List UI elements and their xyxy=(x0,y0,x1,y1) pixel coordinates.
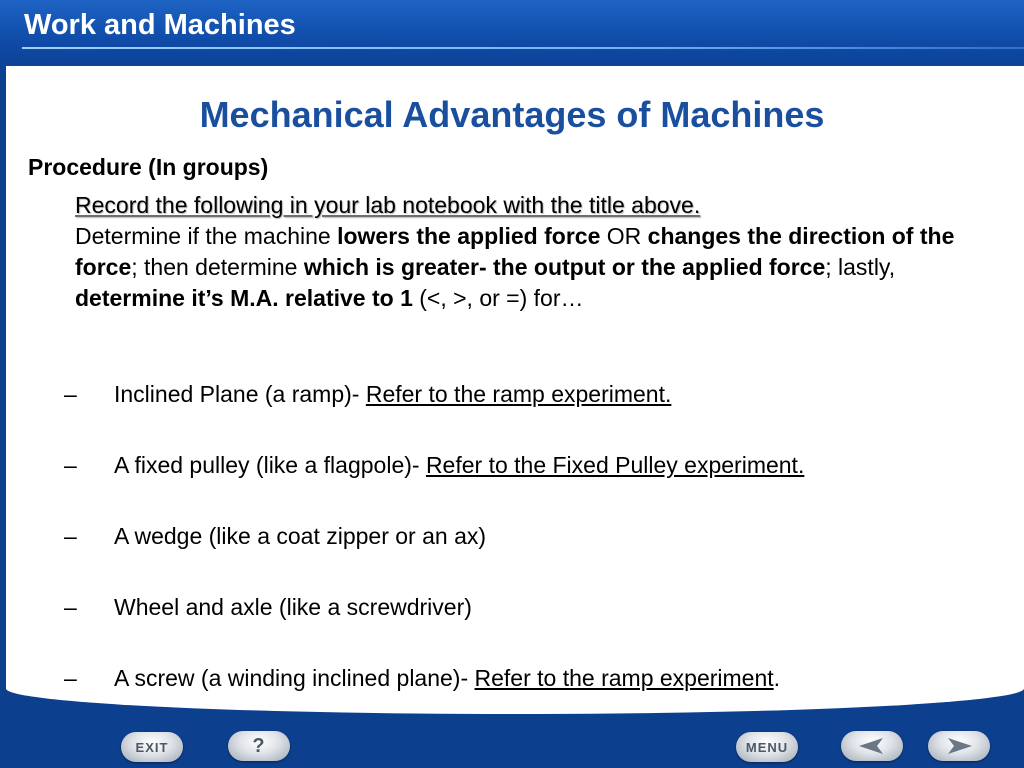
list-item-text: Inclined Plane (a ramp)- xyxy=(114,381,366,407)
intro-text-1: Determine if the machine xyxy=(75,223,338,249)
list-item-text: Wheel and axle (like a screwdriver) xyxy=(114,594,472,620)
header-divider xyxy=(22,47,1024,49)
intro-text-2: OR xyxy=(600,223,648,249)
record-instruction: Record the following in your lab notebook with the title above. xyxy=(75,192,701,218)
exit-button[interactable]: EXIT xyxy=(121,732,183,762)
intro-bold-4: determine it’s M.A. relative to 1 xyxy=(75,285,413,311)
list-item xyxy=(64,594,1004,621)
list-dash: – xyxy=(64,594,77,620)
intro-text-4: ; lastly, xyxy=(825,254,896,280)
ramp-experiment-link[interactable]: Refer to the ramp experiment xyxy=(474,665,774,691)
intro-paragraph xyxy=(75,190,995,314)
list-item xyxy=(64,452,1004,479)
list-dash: – xyxy=(64,665,77,691)
list-dash: – xyxy=(64,452,77,478)
intro-text-5: (<, >, or =) for… xyxy=(412,285,584,311)
intro-bold-3: which is greater- the output or the applied force xyxy=(303,254,826,280)
procedure-heading: Procedure (In groups) xyxy=(28,154,269,180)
list-item xyxy=(64,665,1004,692)
next-button[interactable] xyxy=(928,731,990,761)
chapter-title: Work and Machines xyxy=(24,9,296,41)
list-item-text: A screw (a winding inclined plane)- xyxy=(114,665,475,691)
left-arrow-icon xyxy=(857,737,887,755)
intro-bold-2: changes the direction of the force xyxy=(75,223,955,280)
list-dash: – xyxy=(64,381,77,407)
list-item xyxy=(64,523,1004,550)
help-button[interactable]: ? xyxy=(228,731,290,761)
ramp-experiment-link[interactable]: Refer to the ramp experiment. xyxy=(365,381,672,407)
intro-bold-1: lowers the applied force xyxy=(337,223,601,249)
previous-button[interactable] xyxy=(841,731,903,761)
intro-text-3: ; then determine xyxy=(131,254,304,280)
list-dash: – xyxy=(64,523,77,549)
list-item xyxy=(64,381,1004,408)
list-item-text: A fixed pulley (like a flagpole)- xyxy=(114,452,426,478)
list-item-text: A wedge (like a coat zipper or an ax) xyxy=(114,523,487,549)
menu-button[interactable]: MENU xyxy=(736,732,798,762)
list-item-after: . xyxy=(773,665,781,691)
right-arrow-icon xyxy=(944,737,974,755)
fixed-pulley-experiment-link[interactable]: Refer to the Fixed Pulley experiment. xyxy=(425,452,805,478)
slide-title: Mechanical Advantages of Machines xyxy=(199,94,825,135)
